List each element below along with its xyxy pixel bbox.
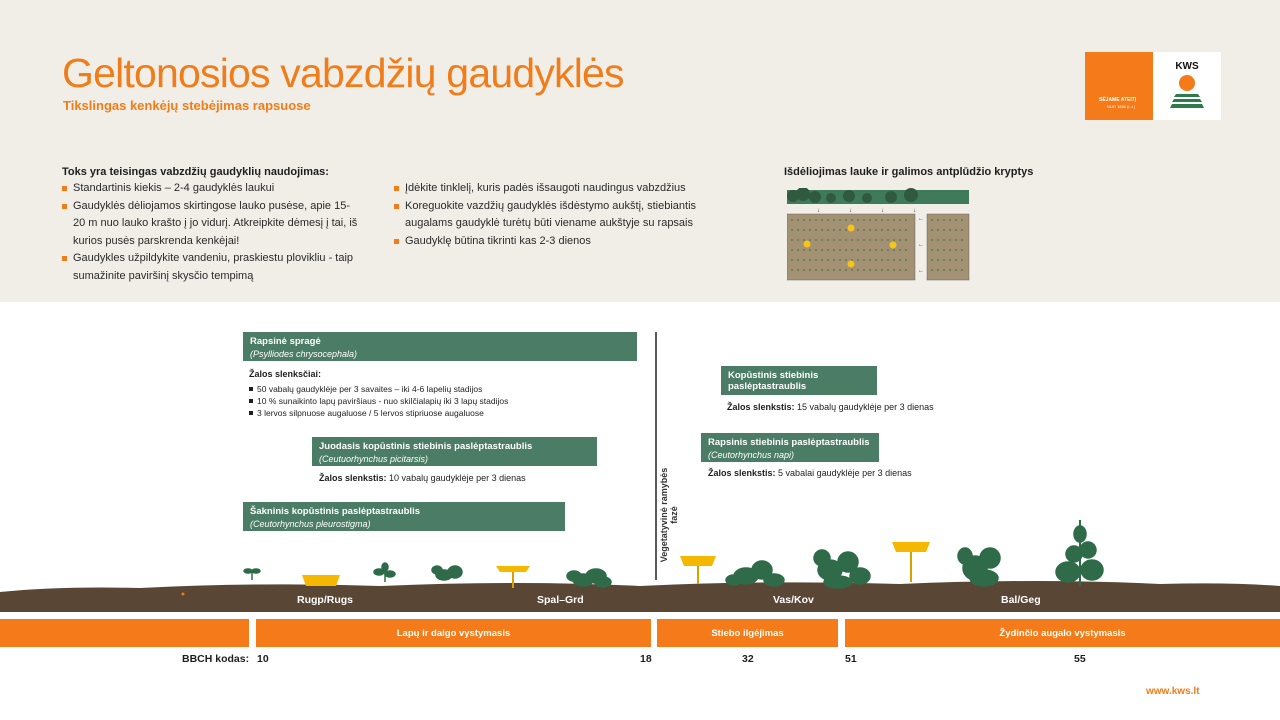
svg-text:↓: ↓ [881,208,884,214]
pest-kopustinis [721,366,877,404]
phase-bar: Lapų ir daigo vystymasis [256,619,651,647]
svg-text:←: ← [918,216,924,222]
usage-item: Gaudykles užpildykite vandeniu, praskiestu plovikliu - taip sumažinite paviršinį skysčio tempimą [62,250,362,285]
pest-name: Rapsinė spragė [250,336,321,347]
threshold-text: Žalos slenkstis: 5 vabalai gaudyklėje per 3 dienas [708,468,912,478]
phase-bar: Stiebo ilgėjimas [657,619,838,647]
bbch-code: 18 [640,653,652,665]
month-label: Rugp/Rugs [297,594,353,606]
threshold-item: 10 % sunaikinto lapų paviršiaus - nuo skilčialapių iki 3 lapų stadijos [249,395,639,407]
svg-text:↓: ↓ [913,208,916,214]
threshold-text: Žalos slenkstis: 10 vabalų gaudyklėje per 3 dienas [319,473,526,483]
bbch-code: 10 [257,653,269,665]
svg-text:↓: ↓ [849,208,852,214]
threshold-list [249,383,639,419]
field-timeline-scene [0,520,1280,615]
usage-list-left [62,180,362,285]
bbch-label: BBCH kodas: [182,653,250,665]
threshold-item: 3 lervos silpnuose augaluose / 5 lervos stipriuose augaluose [249,407,639,419]
pest-name: Juodasis kopūstinis stiebinis paslėptastraublis [319,441,533,452]
month-label: Bal/Geg [1001,594,1041,606]
pest-latin: (Ceutorhynchus pallidactylus) [728,394,847,404]
pest-name: Rapsinis stiebinis paslėptastraublis [708,437,870,448]
pest-rapsine-sprage [243,332,637,361]
threshold-item: 50 vabalų gaudyklėje per 3 savaites – iki 4-6 lapelių stadijos [249,383,639,395]
dormancy-label: Vegetatyvinė ramybės fazė [659,467,679,563]
kws-logo-text: KWS [1175,61,1199,72]
logo-slogan: SĖJAME ATEITĮ [1099,97,1137,103]
usage-item: Koreguokite vazdžių gaudyklės išdėstymo aukštį, stiebiantis augalams gaudyklė turėtų būti viename aukštyje su rapsais [394,198,709,233]
website-link[interactable]: www.kws.lt [1146,686,1200,697]
field-layout-diagram [787,188,972,283]
bbch-code: 55 [1074,653,1086,665]
usage-item: Gaudyklės dėliojamos skirtingose lauko pusėse, apie 15-20 m nuo lauko krašto į jo vidurį. Atkreipkite dėmesį į tai, iš kurios pusės parskrenda kenkėjai! [62,198,362,251]
phase-bar-blank [0,619,249,647]
pest-latin: (Ceutorhynchus napi) [708,450,795,460]
kws-slogan-logo [1085,52,1153,120]
month-label: Vas/Kov [773,594,814,606]
pest-latin: (Ceutorhynchus pleurostigma) [250,519,371,529]
pest-juodasis [312,437,597,466]
threshold-text: Žalos slenkstis: 15 vabalų gaudyklėje per 3 dienas [727,402,934,412]
usage-item: Įdėkite tinklelį, kuris padės išsaugoti naudingus vabzdžius [394,180,709,198]
usage-list-right [394,180,709,250]
field-layout-heading: Išdėliojimas lauke ir galimos antplūdžio kryptys [784,166,1034,178]
month-label: Spal–Grd [537,594,584,606]
pest-rapsinis [701,433,879,462]
pest-latin: (Ceutuorhynchus picitarsis) [319,454,429,464]
phase-bar: Žydinčio augalo vystymasis [845,619,1280,647]
svg-text:←: ← [918,268,924,274]
threshold-label: Žalos slenksčiai: [249,369,322,379]
kws-logo [1153,52,1221,120]
pest-name: Šakninis kopūstinis paslėptastraublis [250,506,420,517]
pest-name: Kopūstinis stiebinis paslėptastraublis [728,370,819,392]
bbch-code: 32 [742,653,754,665]
logo-since: NUO 1856 (L.t.) [1107,104,1136,109]
pest-latin: (Psylliodes chrysocephala) [250,349,358,359]
svg-text:←: ← [918,242,924,248]
usage-item: Standartinis kiekis – 2-4 gaudyklės laukui [62,180,362,198]
usage-item: Gaudyklę būtina tikrinti kas 2-3 dienos [394,233,709,251]
bbch-code: 51 [845,653,857,665]
kws-logo-icon [1170,74,1204,110]
usage-heading: Toks yra teisingas vabzdžių gaudyklių naudojimas: [62,166,329,178]
page-title: Geltonosios vabzdžių gaudyklės [62,50,624,96]
svg-text:↓: ↓ [817,208,820,214]
page-subtitle: Tikslingas kenkėjų stebėjimas rapsuose [63,98,311,113]
